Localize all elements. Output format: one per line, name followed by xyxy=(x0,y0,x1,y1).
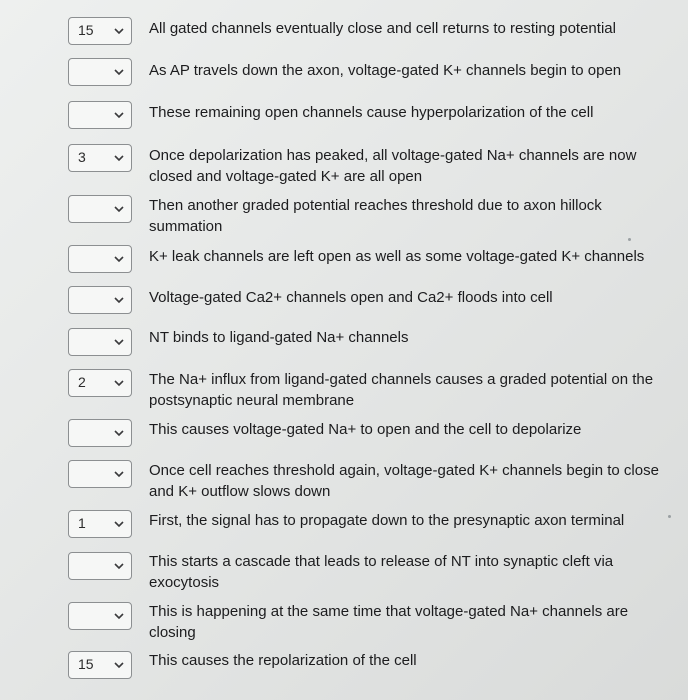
chevron-down-icon xyxy=(113,610,125,622)
order-select-11[interactable] xyxy=(68,460,132,488)
chevron-down-icon xyxy=(113,560,125,572)
order-select-7[interactable] xyxy=(68,286,132,314)
statement-text: First, the signal has to propagate down to the presynaptic axon terminal xyxy=(149,512,625,529)
chevron-down-icon xyxy=(113,294,125,306)
statement-text: As AP travels down the axon, voltage-gated K+ channels begin to open xyxy=(149,62,622,79)
chevron-down-icon xyxy=(113,427,125,439)
order-select-1[interactable] xyxy=(68,17,132,45)
order-select-4[interactable] xyxy=(68,144,132,172)
statement-text: Once depolarization has peaked, all voltage-gated Na+ channels are now closed and voltage-gated K+ are all open xyxy=(149,147,637,185)
statement-text: These remaining open channels cause hyperpolarization of the cell xyxy=(149,104,594,121)
order-select-3[interactable] xyxy=(68,101,132,129)
order-select-15[interactable] xyxy=(68,651,132,679)
statement-text: This is happening at the same time that voltage-gated Na+ channels are closing xyxy=(149,603,629,641)
chevron-down-icon xyxy=(113,377,125,389)
order-select-9[interactable] xyxy=(68,369,132,397)
order-select-12[interactable] xyxy=(68,510,132,538)
statement-text: This causes the repolarization of the cell xyxy=(149,652,417,669)
order-select-14[interactable] xyxy=(68,602,132,630)
speck-mark xyxy=(628,238,631,241)
chevron-down-icon xyxy=(113,152,125,164)
selected-value: 3 xyxy=(78,149,86,165)
order-select-6[interactable] xyxy=(68,245,132,273)
chevron-down-icon xyxy=(113,336,125,348)
statement-text: Voltage-gated Ca2+ channels open and Ca2+ floods into cell xyxy=(149,289,553,306)
chevron-down-icon xyxy=(113,109,125,121)
statement-text: The Na+ influx from ligand-gated channels causes a graded potential on the postsynaptic neural membrane xyxy=(149,371,654,409)
chevron-down-icon xyxy=(113,25,125,37)
statement-text: K+ leak channels are left open as well as some voltage-gated K+ channels xyxy=(149,248,645,265)
chevron-down-icon xyxy=(113,468,125,480)
speck-mark xyxy=(668,515,671,518)
statement-text: Then another graded potential reaches threshold due to axon hillock summation xyxy=(149,197,602,235)
chevron-down-icon xyxy=(113,203,125,215)
statement-text: This causes voltage-gated Na+ to open and the cell to depolarize xyxy=(149,421,582,438)
order-select-2[interactable] xyxy=(68,58,132,86)
order-select-5[interactable] xyxy=(68,195,132,223)
statement-text: This starts a cascade that leads to release of NT into synaptic cleft via exocytosis xyxy=(149,553,614,591)
selected-value: 15 xyxy=(78,656,94,672)
chevron-down-icon xyxy=(113,66,125,78)
statement-text: Once cell reaches threshold again, voltage-gated K+ channels begin to close and K+ outflow slows down xyxy=(149,462,659,500)
statement-text: NT binds to ligand-gated Na+ channels xyxy=(149,329,409,346)
selected-value: 1 xyxy=(78,515,86,531)
order-select-13[interactable] xyxy=(68,552,132,580)
order-select-8[interactable] xyxy=(68,328,132,356)
selected-value: 2 xyxy=(78,374,86,390)
chevron-down-icon xyxy=(113,253,125,265)
order-select-10[interactable] xyxy=(68,419,132,447)
statement-text: All gated channels eventually close and cell returns to resting potential xyxy=(149,20,616,37)
chevron-down-icon xyxy=(113,518,125,530)
chevron-down-icon xyxy=(113,659,125,671)
selected-value: 15 xyxy=(78,22,94,38)
